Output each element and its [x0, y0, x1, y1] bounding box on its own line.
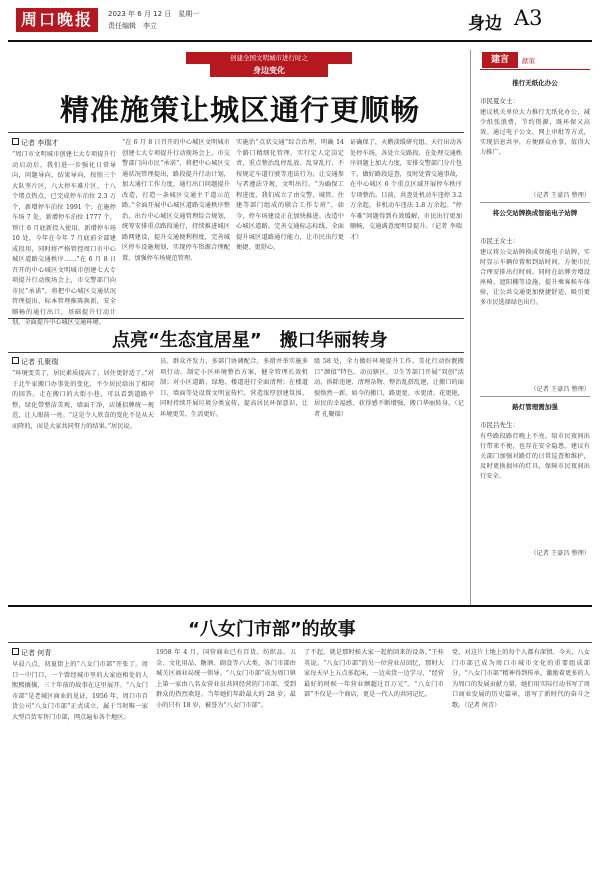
article3-byline: 记者 何青: [12, 648, 51, 658]
sidebar-author-3: 市民吕先生：: [480, 421, 519, 429]
article1-column-4: 证确保了，天鹅淡缓研究组、天行出动各处停车场，各处立交路段，在处理交通秩序问题上加大力度，安排交警部门分片包干，做好路段巡查，及时处置交通事故，在中心城区 6 个重点区域开展停车秩序专项整治。目前，共查处机动车违停 3.2 万余起，非机动车违法 1.8 万余起。“停车难”问题得到有效缓解，市民出行更加顺畅，交通满意度明显提升。（记者 李瑞才）: [350, 139, 462, 241]
sidebar-sign-3: （记者 王豪昌 整理）: [530, 550, 590, 557]
article1-column-1: “周口市文明城市创建七大专项提升行动启动后，我们进一步强化日常导向，问题导向，结果导向，按照三个大队坚片区，八大停车难片区、十八个堵点热点，已完成停车泊位 2.3 万个，新增停车泊位 1991 个；在施停车场 7 处，新增停车泊位 1777 个，预计 6 月底新投入使用，新增停车场 10 处，今年在今年 7 月底前全部建成投用，同时将严格管控周口市中心城区道路交通秩序……”在 6 月 8 日召开的中心城区文明城市创建七大专项提升行动现场会上，市交警部门向市民“承诺”，将把中心城区交通状况管理提出，标本管理推陈换新，安全顺畅的通行出口，基础提升行动计划，全面提升中心城区交通环境。: [12, 151, 116, 326]
sidebar-divider: [470, 50, 471, 605]
article3-column-2: 1958 年 4 月，国营商业已有百货、纺织品、五金、文化用品、糖酒、副食等六大类，各门市部由城关区商业局统一领导。“八女门市部”成为周口镇上第一家由八名女营业员共同经营的门市部，受到群众的热烈欢迎。当年她们年龄最大的 28 岁，最小的只有 18 岁，被誉为“八女门市部”。: [156, 649, 296, 709]
article3-column-4: 党，对这片土地上的每个人都有深情。今天，八女门市部已成为周口市城市文化的重要组成部分，“八女门市部”精神得到传承，激励着更多的人为周口的发展贡献力量，她们用实际行动书写了周口商业发展的历史篇章，谱写了新时代的奋斗之歌。（记者 何青）: [452, 649, 590, 709]
editor-credit: 责任编辑 李立: [108, 22, 157, 30]
article1-column-2: “在 6 月 8 日召开的中心城区文明城市创建七大专项提升行动现场会上，市交警部门向市民“承诺”，将把中心城区交通状况管理提出，路段提升行动计划，加大通行工作力度，通行出口问题提升改造，打造一条城区交通主干道示范路。”全面开展中心城区道路交通秩序整治，出台中心城区交通管理综合规划，统筹安排重点路段通行，持续推进城区路网建设，提升交通便利程度，完善城区停车设施规划，实现停车资源合理配置，加强停车场规范管理。: [122, 139, 230, 262]
sidebar-text-3: 有些路段路灯晚上不亮，给市民夜间出行带来不便，也存在安全隐患。建议有关部门加强对路灯的日常巡查和维护，及时更换损坏的灯具，保障市民夜间出行安全。: [480, 433, 590, 480]
divider: [8, 318, 464, 319]
divider: [480, 202, 590, 203]
article2-byline: 记者 孔聚瑞: [12, 357, 58, 367]
divider: [480, 396, 590, 397]
article1-column-3: 实施治“点状交通”综合治理，明确 14 个路口精细化管理，实行定人定岗定责，重点整治乱停乱放、乱穿乱行、不按规定车道行驶等违法行为，让交通参与者遵法守规，文明出行。“为确保工程进度，我们成立了由交警、城管、住建等部门组成的联合工作专班”，如今，停车场建设正在加快推进。改造中心城区道路、完善交通标志标线，全面提升城区道路通行能力，让市民出行更便捷、更舒心。: [236, 139, 344, 251]
divider: [8, 642, 592, 643]
sidebar-title-3: 路灯管理需加强: [512, 403, 558, 411]
sidebar-badge-sub: 献策: [522, 57, 535, 65]
article1-kicker: 创建全国文明城市进行时之: [186, 52, 352, 64]
sidebar-sign-1: （记者 王豪昌 整理）: [530, 192, 590, 199]
divider: [8, 605, 592, 607]
article2-column-1: “环境变美了，居民素质提高了，居住更舒适了。”对于北牛家搬口办事处的变化，不少居民给出了相同的回答。走在搬口的大街小巷，可以看到道路平整，绿化带整洁美观，墙面干净，店铺招牌统一规范，让人眼前一亮。“这是令人欣喜的变化不是从天而降的，而是大家共同努力的结果。”居民说。: [12, 370, 154, 430]
masthead-rule: [8, 40, 592, 42]
masthead: [0, 0, 600, 40]
article1-byline: 记者 李瑞才: [12, 138, 58, 148]
article3-column-1: 早晨八点，初夏街上的“八女门市部”开张了。周口一中门口，一个曾经城市里的大家庭相处的人熙熙攘攘，三十年前的故事在这里展开。“八女门市部”是老城区商业的见证，1956 年，周口市百货公司“八女门市部”正式成立，属于当时唯一家大型百货零售门市部，网点遍布各个地区。: [12, 661, 148, 721]
article2-headline: 点亮“生态宜居星” 搬口华丽转身: [112, 330, 388, 351]
sidebar-text-1: 建议机关单位大力推行无纸化办公，减少纸张浪费，节约资源，既环保又高效。通过电子公文、网上审批等方式，实现信息共享，方便群众办事，值得大力推广。: [480, 109, 590, 156]
divider: [8, 352, 464, 353]
section-title: 身边: [468, 14, 502, 34]
article3-column-3: 了不起，就是那时候大家一起抬回来的设备。”王桂英说。“八女门市部”的另一位营业员回忆，那时大家每天早上五点多起床，一边卖货一边学习，“经营最好的时候一年营业额超过百万元”。“八女门市部”不仅是一个商店，更是一代人的共同记忆。: [304, 649, 444, 698]
sidebar-title-2: 将公交站牌换成智能电子站牌: [492, 209, 578, 217]
page-number: A3: [514, 6, 543, 30]
divider: [8, 132, 464, 133]
sidebar-sign-2: （记者 王豪昌 整理）: [530, 386, 590, 393]
article1-subkicker: 身边变化: [210, 64, 328, 77]
sidebar-text-2: 建议将公交站牌换成智能电子站牌，实时显示车辆位置和到站时间，方便市民合理安排出行时间。同时在站牌旁增设座椅、遮阳棚等设施，提升乘客候车体验，让公共交通更加便捷舒适，吸引更多市民选择绿色出行。: [480, 249, 590, 306]
article1-headline: 精准施策让城区通行更顺畅: [60, 93, 421, 127]
sidebar-author-1: 市民夏女士：: [480, 97, 519, 105]
newspaper-logo: 周口晚报: [16, 8, 98, 32]
article3-headline: “八女门市部”的故事: [188, 619, 356, 640]
sidebar-title-1: 推行无纸化办公: [512, 79, 558, 87]
sidebar-author-2: 市民王女士：: [480, 237, 519, 245]
article2-column-2: 员、群众齐发力，多部门协调配合，多措并举实施多项行动。制定小区环境整治方案，健全管理长效机制；对小区道路、绿地、楼道进行全面清理；在楼道口、墙面等处设置文明宣传栏，营造浓厚创建氛围。同时持续开展垃圾分类宣传，提高居民环保意识，让环境更美、生活更好。: [160, 358, 308, 418]
issue-date: 2023 年 6 月 12 日 星期一: [108, 10, 200, 18]
article2-column-3: 级 58 处，全力做好环境提升工作。美化行动扮靓搬口“颜值”特色。动员辖区、卫生等部门开展“双创”活动，拆除违建、清理杂物、整治乱搭乱建，让搬口的面貌焕然一新。如今的搬口，路更宽、水更清、花更艳，居民的幸福感、获得感不断增强，搬口华丽转身。（记者 孔聚瑞）: [314, 358, 464, 418]
sidebar-badge: 建言: [482, 52, 518, 68]
